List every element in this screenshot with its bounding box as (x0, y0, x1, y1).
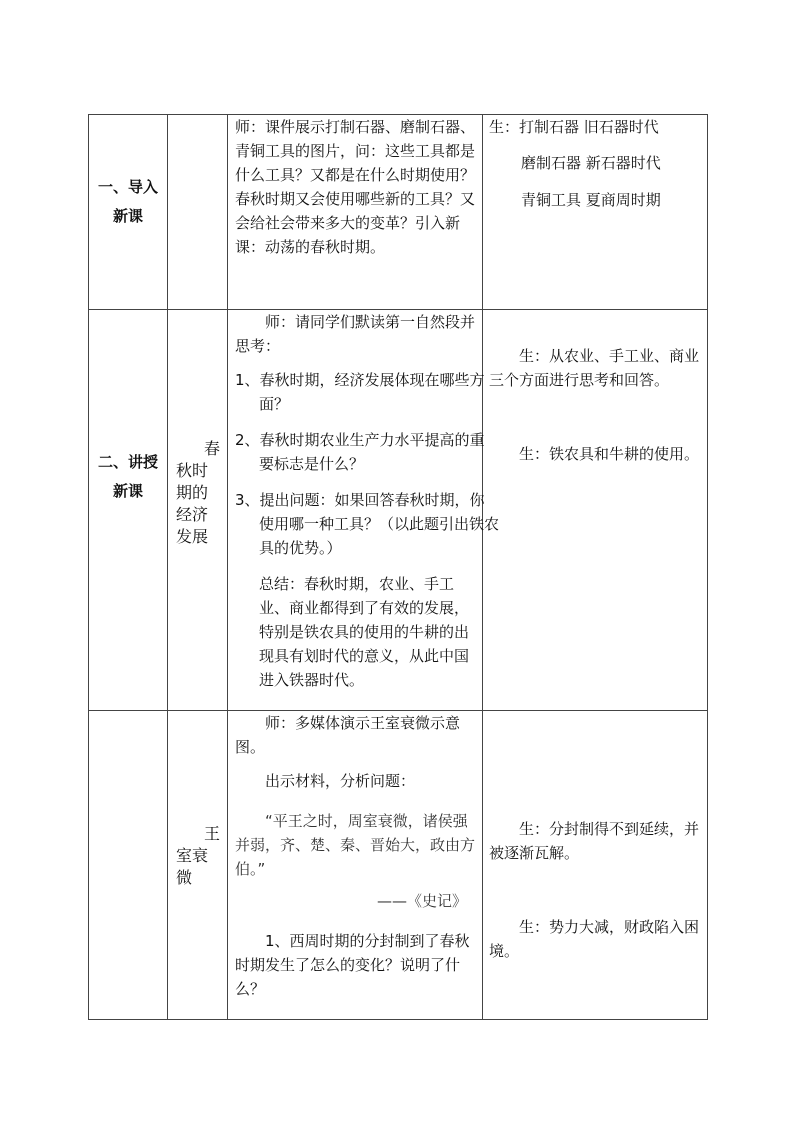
student-text: 生：打制石器 旧石器时代 (489, 118, 659, 136)
student-text: 磨制石器 新石器时代 (521, 154, 661, 172)
section-title-cell (89, 310, 168, 711)
table-row (89, 711, 708, 1020)
student-text: 生：铁农具和牛耕的使用。 (519, 445, 700, 463)
teacher-intro: 师：请同学们默读第一自然段并思考： (235, 313, 476, 355)
teacher-activity-cell (228, 711, 483, 1020)
student-text: 青铜工具 夏商周时期 (521, 191, 661, 209)
topic-cell (168, 711, 228, 1020)
student-text: 生：从农业、手工业、商业三个方面进行思考和回答。 (489, 347, 700, 389)
section-title-cell (89, 711, 168, 1020)
question-item: 1、西周时期的分封制到了春秋时期发生了怎么的变化？说明了什么？ (235, 932, 470, 998)
teacher-activity-cell (228, 310, 500, 711)
lesson-plan-table (88, 114, 708, 1020)
topic-cell (168, 310, 228, 711)
section-title: 一、导入 新课 (97, 178, 158, 225)
table-row (89, 310, 708, 711)
table-row (89, 115, 708, 310)
student-activity-cell (483, 310, 708, 711)
teacher-text: 师：课件展示打制石器、磨制石器、青铜工具的图片，问：这些工具都是什么工具？又都是在什么时期使用？春秋时期又会使用哪些新的工具？又会给社会带来多大的变革？引入新课：动荡的春秋时期。 (235, 118, 476, 256)
teacher-intro: 师：多媒体演示王室衰微示意图。 (235, 714, 461, 756)
student-text: 生：分封制得不到延续，并被逐渐瓦解。 (489, 820, 700, 862)
material-intro: 出示材料，分析问题： (265, 772, 416, 790)
section-title-cell (89, 115, 168, 310)
question-item: 3、提出问题：如果回答春秋时期，你使用哪一种工具？（以此题引出铁农具的优势。） (235, 491, 500, 557)
topic-label: 王 室衰微 (176, 824, 220, 887)
question-item: 2、春秋时期农业生产力水平提高的重要标志是什么？ (235, 431, 485, 473)
quote-source: ——《史记》 (376, 892, 467, 910)
student-activity-cell (483, 115, 708, 310)
topic-label: 春 秋时期的经济发展 (176, 439, 220, 546)
summary-text: 总结：春秋时期，农业、手工业、商业都得到了有效的发展，特别是铁农具的使用的牛耕的出现具有划时代的意义，从此中国进入铁器时代。 (259, 575, 470, 689)
student-activity-cell (483, 711, 708, 1020)
teacher-activity-cell (228, 115, 483, 310)
student-text: 生：势力大减，财政陷入困境。 (489, 918, 700, 960)
question-item: 1、春秋时期，经济发展体现在哪些方面？ (235, 371, 485, 413)
topic-cell (168, 115, 228, 310)
quote-text: “平王之时，周室衰微，诸侯强并弱，齐、楚、秦、晋始大，政由方伯。” (235, 812, 476, 878)
section-title: 二、讲授 新课 (97, 453, 158, 500)
